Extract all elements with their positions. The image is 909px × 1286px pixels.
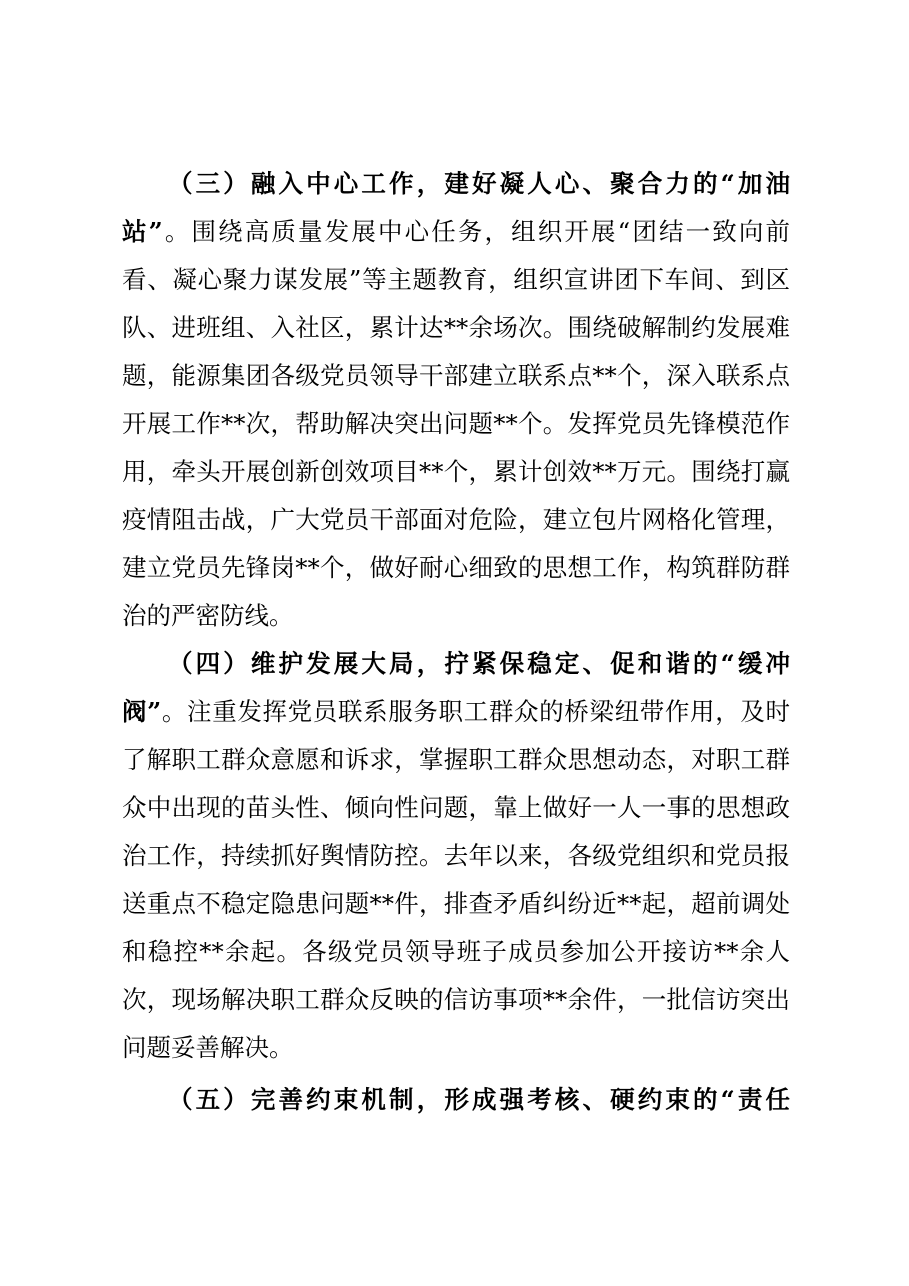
paragraph-line: 和稳控**余起。各级党员领导班子成员参加公开接访**余人 (122, 937, 790, 966)
paragraph-line: 了解职工群众意愿和诉求，掌握职工群众思想动态，对职工群 (122, 745, 790, 774)
section-heading-4: （四）维护发展大局，拧紧保稳定、促和谐的“缓冲 (168, 649, 790, 678)
paragraph-line: 次，现场解决职工群众反映的信访事项**余件，一批信访突出 (122, 985, 790, 1014)
paragraph-line: 用，牵头开展创新创效项目**个，累计创效**万元。围绕打赢 (122, 457, 790, 486)
section-heading-3: （三）融入中心工作，建好凝人心、聚合力的“加油 (168, 169, 790, 198)
paragraph-line: 疫情阻击战，广大党员干部面对危险，建立包片网格化管理， (122, 505, 790, 534)
paragraph-line: 队、进班组、入社区，累计达**余场次。围绕破解制约发展难 (122, 313, 790, 342)
document-body (122, 160, 790, 1124)
paragraph-line: 题，能源集团各级党员领导干部建立联系点**个，深入联系点 (122, 361, 790, 390)
paragraph-line: 开展工作**次，帮助解决突出问题**个。发挥党员先锋模范作 (122, 409, 790, 438)
paragraph-line: 看、凝心聚力谋发展”等主题教育，组织宣讲团下车间、到区 (122, 265, 790, 294)
paragraph-line: 治的严密防线。 (122, 601, 294, 630)
section-heading-5: （五）完善约束机制，形成强考核、硬约束的“责任 (168, 1085, 790, 1114)
paragraph-text: 。围绕高质量发展中心任务，组织开展“团结一致向前 (162, 217, 790, 246)
paragraph-line (122, 688, 790, 736)
paragraph-line: 治工作，持续抓好舆情防控。去年以来，各级党组织和党员报 (122, 841, 790, 870)
paragraph-line (122, 208, 790, 256)
paragraph-line: 建立党员先锋岗**个，做好耐心细致的思想工作，构筑群防群 (122, 553, 790, 582)
paragraph-line: 众中出现的苗头性、倾向性问题，靠上做好一人一事的思想政 (122, 793, 790, 822)
paragraph-line: 问题妥善解决。 (122, 1033, 294, 1062)
paragraph-line: 送重点不稳定隐患问题**件，排查矛盾纠纷近**起，超前调处 (122, 889, 790, 918)
section-heading-4-continued: 阀” (122, 697, 162, 726)
paragraph-text: 。注重发挥党员联系服务职工群众的桥梁纽带作用，及时 (161, 697, 791, 726)
section-heading-3-continued: 站” (122, 217, 163, 246)
